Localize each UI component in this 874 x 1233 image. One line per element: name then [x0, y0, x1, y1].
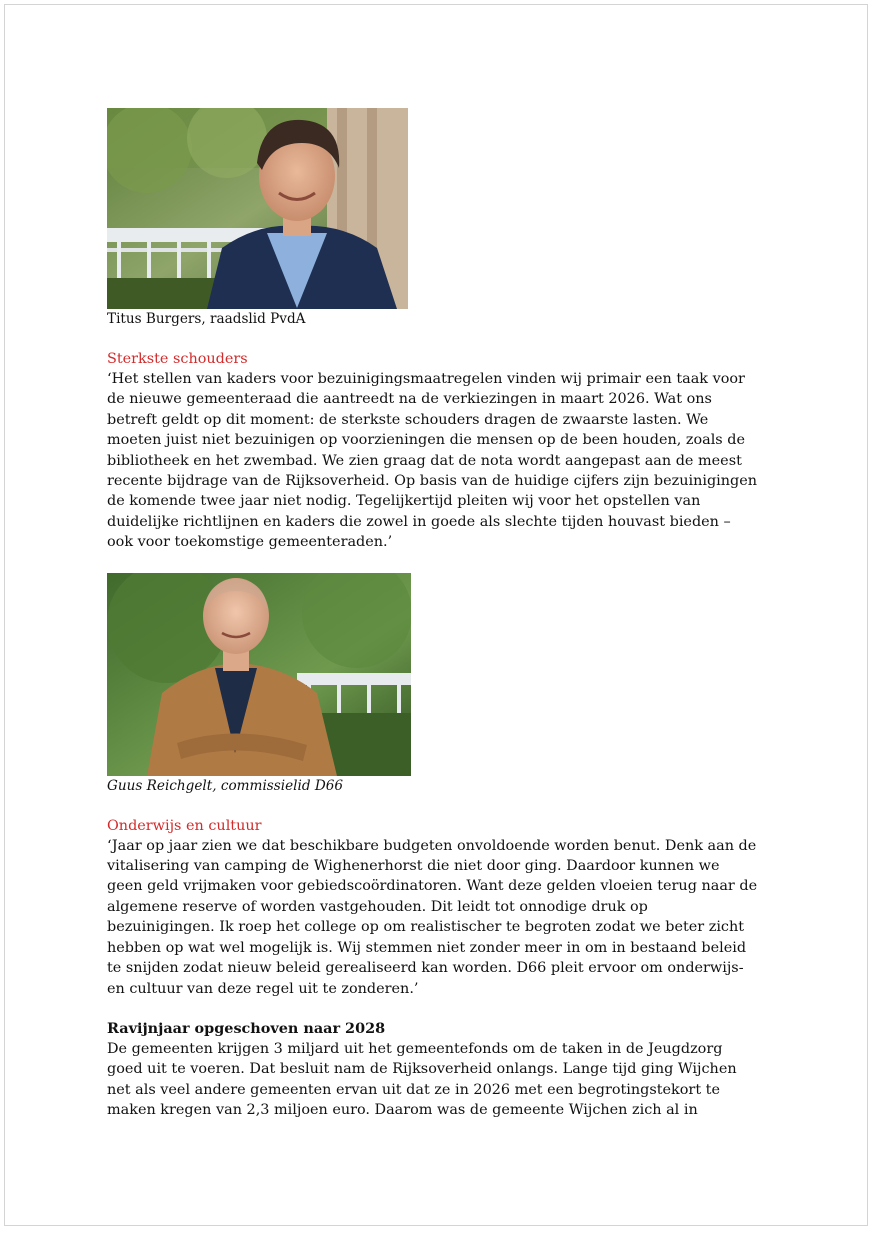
text-line: ‘Het stellen van kaders voor bezuinigingsmaatregelen vinden wij primair een taak voor: [107, 371, 745, 387]
text-line: geen geld vrijmaken voor gebiedscoördinatoren. Want deze gelden vloeien terug naar de: [107, 878, 758, 895]
text-line: moeten juist niet bezuinigen op voorzieningen die mensen op de been houden, zoals de: [107, 432, 745, 449]
text-line: vitalisering van camping de Wighenerhorst die niet door ging. Daardoor kunnen we: [107, 858, 720, 875]
section-heading-ravijnjaar: Ravijnjaar opgeschoven naar 2028: [107, 1019, 386, 1037]
text-line: en cultuur van deze regel uit te zonderen.’: [107, 980, 419, 997]
paragraph-quote-burgers: [107, 369, 777, 553]
text-line: De gemeenten krijgen 3 miljard uit het gemeentefonds om de taken in de Jeugdzorg: [107, 1040, 723, 1057]
text-line: algemene reserve of worden vastgehouden. Dit leidt tot onnodige druk op: [107, 898, 648, 915]
document-content: [107, 108, 777, 1121]
text-line: hebben op wat wel mogelijk is. Wij stemmen niet zonder meer in om in bestaand beleid: [107, 939, 747, 956]
text-line: net als veel andere gemeenten ervan uit dat ze in 2026 met een begrotingstekort te: [107, 1081, 720, 1098]
photo-titus-burgers: [107, 108, 408, 309]
text-line: goed uit te voeren. Dat besluit nam de Rijksoverheid onlangs. Lange tijd ging Wijchen: [107, 1061, 737, 1078]
text-line: de komende twee jaar niet nodig. Tegelijkertijd pleiten wij voor het opstellen van: [107, 493, 701, 510]
text-line: bezuinigingen. Ik roep het college op om realistischer te begroten zodat we beter zicht: [107, 919, 745, 936]
paragraph-ravijnjaar: [107, 1039, 777, 1121]
text-line: te snijden zodat nieuw beleid gerealiseerd kan worden. D66 pleit ervoor om onderwijs-: [107, 960, 744, 977]
text-line: duidelijke richtlijnen en kaders die zowel in goede als slechte tijden houvast bieden –: [107, 513, 731, 530]
text-line: bibliotheek en het zwembad. We zien graag dat de nota wordt aangepast aan de meest: [107, 452, 742, 469]
text-line: recente bijdrage van de Rijksoverheid. Op basis van de huidige cijfers zijn bezuinigingen: [107, 473, 758, 490]
portrait-image: [107, 573, 411, 776]
text-line: de nieuwe gemeenteraad die aantreedt na de verkiezingen in maart 2026. Wat ons: [107, 391, 712, 408]
portrait-image: [107, 108, 408, 309]
text-line: betreft geldt op dit moment: de sterkste schouders dragen de zwaarste lasten. We: [107, 411, 709, 428]
text-line: maken kregen van 2,3 miljoen euro. Daarom was de gemeente Wijchen zich al in: [107, 1102, 698, 1119]
paragraph-quote-reichgelt: [107, 836, 777, 999]
section-heading-onderwijs-en-cultuur: Onderwijs en cultuur: [107, 817, 262, 834]
text-line: ook voor toekomstige gemeenteraden.’: [107, 534, 393, 551]
photo-guus-reichgelt: [107, 573, 411, 776]
photo-caption-1: Titus Burgers, raadslid PvdA: [107, 311, 306, 327]
text-line: ‘Jaar op jaar zien we dat beschikbare budgeten onvoldoende worden benut. Denk aan de: [107, 837, 757, 854]
section-heading-sterkste-schouders: Sterkste schouders: [107, 351, 248, 367]
photo-caption-2: Guus Reichgelt, commissielid D66: [107, 777, 344, 794]
